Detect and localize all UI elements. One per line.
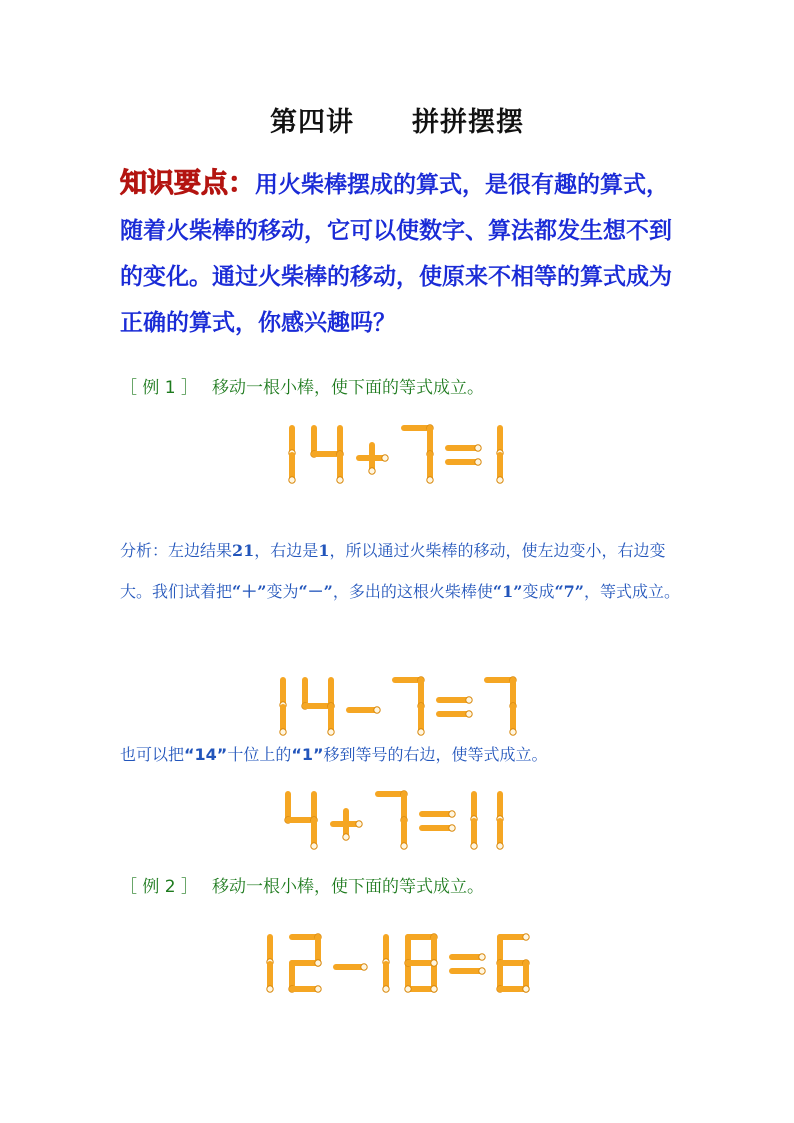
- matchstick-equation-4: [260, 933, 534, 995]
- digit-1-stick-head: [497, 843, 503, 849]
- equation-2: [0, 676, 794, 738]
- digit-4-stick-head: [328, 729, 334, 735]
- digit-4-stick-head: [337, 477, 343, 483]
- lecture-topic: 拼拼摆摆: [412, 107, 524, 138]
- knowledge-label: 知识要点：: [120, 168, 255, 199]
- digit-2-stick-head: [315, 960, 321, 966]
- analysis-label: 分析：: [120, 541, 169, 560]
- example-1-instruction: 移动一根小棒，使下面的等式成立。: [212, 378, 484, 398]
- digit-7-stick-head: [510, 729, 516, 735]
- minus-sign-stick-head: [361, 964, 367, 970]
- digit-7-stick-head: [401, 843, 407, 849]
- digit-8-stick-head: [431, 960, 437, 966]
- example-1-heading: [120, 373, 484, 398]
- digit-7-stick-head: [427, 477, 433, 483]
- equation-3: [0, 790, 794, 852]
- equals-sign-stick-head: [479, 954, 485, 960]
- plus-sign-stick-head: [382, 455, 388, 461]
- equation-4: [0, 933, 794, 995]
- digit-6-stick-head: [523, 986, 529, 992]
- digit-1-stick-head: [471, 843, 477, 849]
- digit-7-stick-head: [418, 729, 424, 735]
- example-2-label: ［ 例 2 ］: [120, 877, 199, 897]
- digit-1-stick-head: [383, 986, 389, 992]
- page-title: [0, 100, 794, 139]
- example-2-heading: [120, 872, 484, 897]
- digit-1-stick-head: [267, 986, 273, 992]
- equals-sign-stick-head: [475, 445, 481, 451]
- digit-6-stick-head: [523, 934, 529, 940]
- digit-8-stick-head: [431, 986, 437, 992]
- digit-2-stick-head: [315, 986, 321, 992]
- plus-sign-stick-head: [343, 834, 349, 840]
- alternative-solution: 也可以把“14”十位上的“1”移到等号的右边，使等式成立。: [120, 745, 548, 764]
- plus-sign-stick-head: [356, 821, 362, 827]
- example-1-label: ［ 例 1 ］: [120, 378, 199, 398]
- equation-1: [0, 424, 794, 486]
- digit-1-stick-head: [280, 729, 286, 735]
- matchstick-equation-1: [282, 424, 512, 486]
- lecture-number: 第四讲: [270, 107, 354, 138]
- digit-8-stick-head: [405, 986, 411, 992]
- equals-sign-stick-head: [479, 968, 485, 974]
- example-2-instruction: 移动一根小棒，使下面的等式成立。: [212, 877, 484, 897]
- digit-1-stick-head: [289, 477, 295, 483]
- equals-sign-stick-head: [466, 711, 472, 717]
- analysis-paragraph: 分析：左边结果21，右边是1，所以通过火柴棒的移动，使左边变小，右边变大。我们试着把“＋”变为“－”，多出的这根火柴棒使“1”变成“7”，等式成立。: [120, 541, 681, 601]
- equals-sign-stick-head: [449, 825, 455, 831]
- equals-sign-stick-head: [466, 697, 472, 703]
- minus-sign-stick-head: [374, 707, 380, 713]
- plus-sign-stick-head: [369, 468, 375, 474]
- matchstick-equation-3: [282, 790, 512, 852]
- knowledge-points: [120, 161, 680, 346]
- digit-4-stick-head: [311, 843, 317, 849]
- knowledge-text: 用火柴棒摆成的算式，是很有趣的算式，随着火柴棒的移动，它可以使数字、算法都发生想不到的变化。通过火柴棒的移动，使原来不相等的算式成为正确的算式，你感兴趣吗？: [120, 172, 672, 336]
- equals-sign-stick-head: [449, 811, 455, 817]
- matchstick-equation-2: [273, 676, 521, 738]
- equals-sign-stick-head: [475, 459, 481, 465]
- digit-1-stick-head: [497, 477, 503, 483]
